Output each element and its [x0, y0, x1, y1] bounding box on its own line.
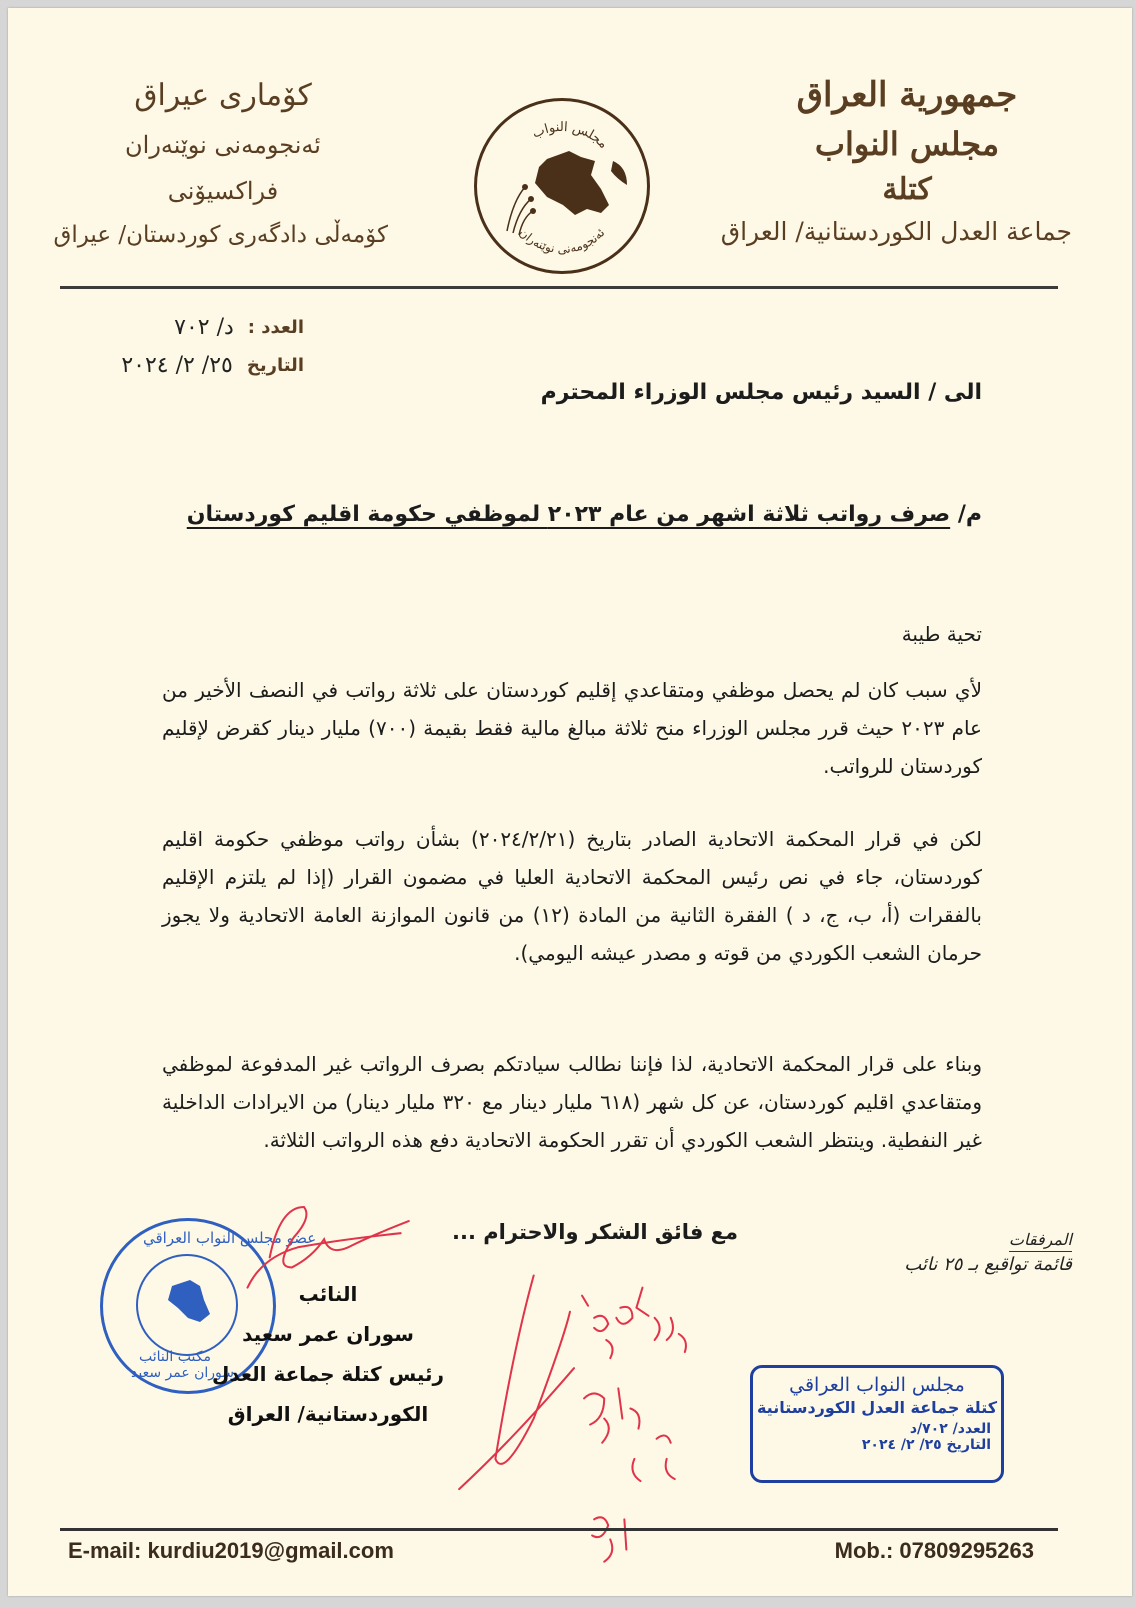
attachments-note [812, 1230, 1072, 1275]
paragraph-3: وبناء على قرار المحكمة الاتحادية، لذا فإننا نطالب سيادتكم بصرف الرواتب غير المدفوعة لموظفي ومتقاعدي اقليم كوردستان، عن كل شهر (٦١٨ مليار دينار مع ٣٢٠ مليار دينار) من الايرادات الداخلية غير النفطية. وينتظر الشعب الكوردي أن تقرر الحكومة الاتحادية دفع هذه الرواتب الثلاثة. [162, 1052, 982, 1152]
stamp-outer-text: عضو مجلس النواب العراقي [143, 1229, 317, 1247]
iraq-map-emblem-icon [477, 101, 647, 271]
footer-mobile: Mob.: 07809295263 [834, 1538, 1034, 1563]
number-label: العدد : [247, 316, 304, 338]
attachments-title: المرفقات [1009, 1230, 1072, 1252]
date-label: التاريخ [246, 354, 304, 376]
box-stamp-date: التاريخ ٢٥/ ٢/ ٢٠٢٤ [861, 1437, 991, 1453]
letterhead-ar-line1: جمهورية العراق [796, 75, 1018, 115]
signatory-name: سوران عمر سعيد [242, 1322, 414, 1346]
letterhead-ku-line4: کۆمەڵی دادگەری کوردستان/ عیراق [53, 222, 388, 248]
footer-divider [60, 1528, 1058, 1531]
letterhead-ar-line3: كتلة [882, 172, 932, 207]
reference-date-row [64, 346, 304, 384]
attachments-detail: قائمة تواقيع بـ ٢٥ نائب [904, 1254, 1072, 1275]
subject-prefix: م/ [957, 502, 982, 527]
signature-block [188, 1274, 468, 1434]
closing-line: مع فائق الشكر والاحترام ... [452, 1220, 738, 1244]
box-stamp-line2: كتلة جماعة العدل الكوردستانية [756, 1398, 998, 1417]
paragraph-2: لكن في قرار المحكمة الاتحادية الصادر بتاريخ (٢٠٢٤/٢/٢١) بشأن رواتب موظفي حكومة اقليم كوردستان، جاء في نص رئيس المحكمة الاتحادية العليا في مضمون القرار (إذا لم يلتزم الإقليم بالفقرات (أ، ب، ج، د ) الفقرة الثانية من المادة (١٢) من قانون الموازنة العامة الاتحادية ولا يجوز حرمان الشعب الكوردي من قوته و مصدر عيشه اليومي). [162, 827, 983, 965]
letterhead-ku-line2: ئەنجومەنی نوێنەران [125, 131, 321, 159]
header-divider [60, 286, 1058, 289]
bloc-registry-stamp [750, 1365, 1004, 1483]
signatory-position-1: رئيس كتلة جماعة العدل [211, 1362, 445, 1386]
parliament-seal [474, 98, 650, 274]
greeting: تحية طيبة [901, 622, 982, 646]
letterhead-kurdish [53, 70, 388, 256]
stamp-inner-text-1: مكتب النائب [139, 1349, 211, 1365]
addressee: الى / السيد رئيس مجلس الوزراء المحترم [540, 380, 982, 405]
reference-number-row [64, 308, 304, 346]
signatory-title: النائب [298, 1282, 358, 1306]
subject-line [162, 502, 982, 527]
letterhead-arabic [720, 70, 1072, 252]
paragraph-1: لأي سبب كان لم يحصل موظفي ومتقاعدي إقليم كوردستان على ثلاثة رواتب في النصف الأخير من عام ٢٠٢٣ حيث قرر مجلس الوزراء منح ثلاثة مبالغ مالية فقط بقيمة (٧٠٠) مليار دينار كقرض لإقليم كوردستان للرواتب. [162, 678, 982, 778]
reference-block [64, 308, 304, 384]
box-stamp-line1: مجلس النواب العراقي [789, 1374, 965, 1396]
date-value: ٢٥/ ٢/ ٢٠٢٤ [121, 352, 233, 378]
signatory-position-2: الكوردستانية/ العراق [227, 1402, 429, 1426]
number-value: د/ ٧٠٢ [174, 314, 234, 340]
letter-page [8, 8, 1132, 1596]
letterhead-ku-line1: کۆماری عیراق [134, 78, 312, 113]
letterhead-ar-line4: جماعة العدل الكوردستانية/ العراق [720, 217, 1072, 246]
letterhead-ku-line3: فراکسیۆنی [167, 177, 279, 205]
svg-text:ئەنجومەنی نوێنەران: ئەنجومەنی نوێنەران [516, 225, 608, 257]
subject-text: صرف رواتب ثلاثة اشهر من عام ٢٠٢٣ لموظفي حكومة اقليم كوردستان [186, 502, 951, 527]
stamp-inner-text-2: سوران عمر سعيد [131, 1365, 235, 1381]
letterhead-ar-line2: مجلس النواب [814, 125, 1000, 163]
footer-email: E-mail: kurdiu2019@gmail.com [68, 1538, 394, 1563]
svg-text:مجلس النواب: مجلس النواب [530, 119, 611, 152]
box-stamp-number: العدد/ ٧٠٢/د [909, 1421, 991, 1437]
